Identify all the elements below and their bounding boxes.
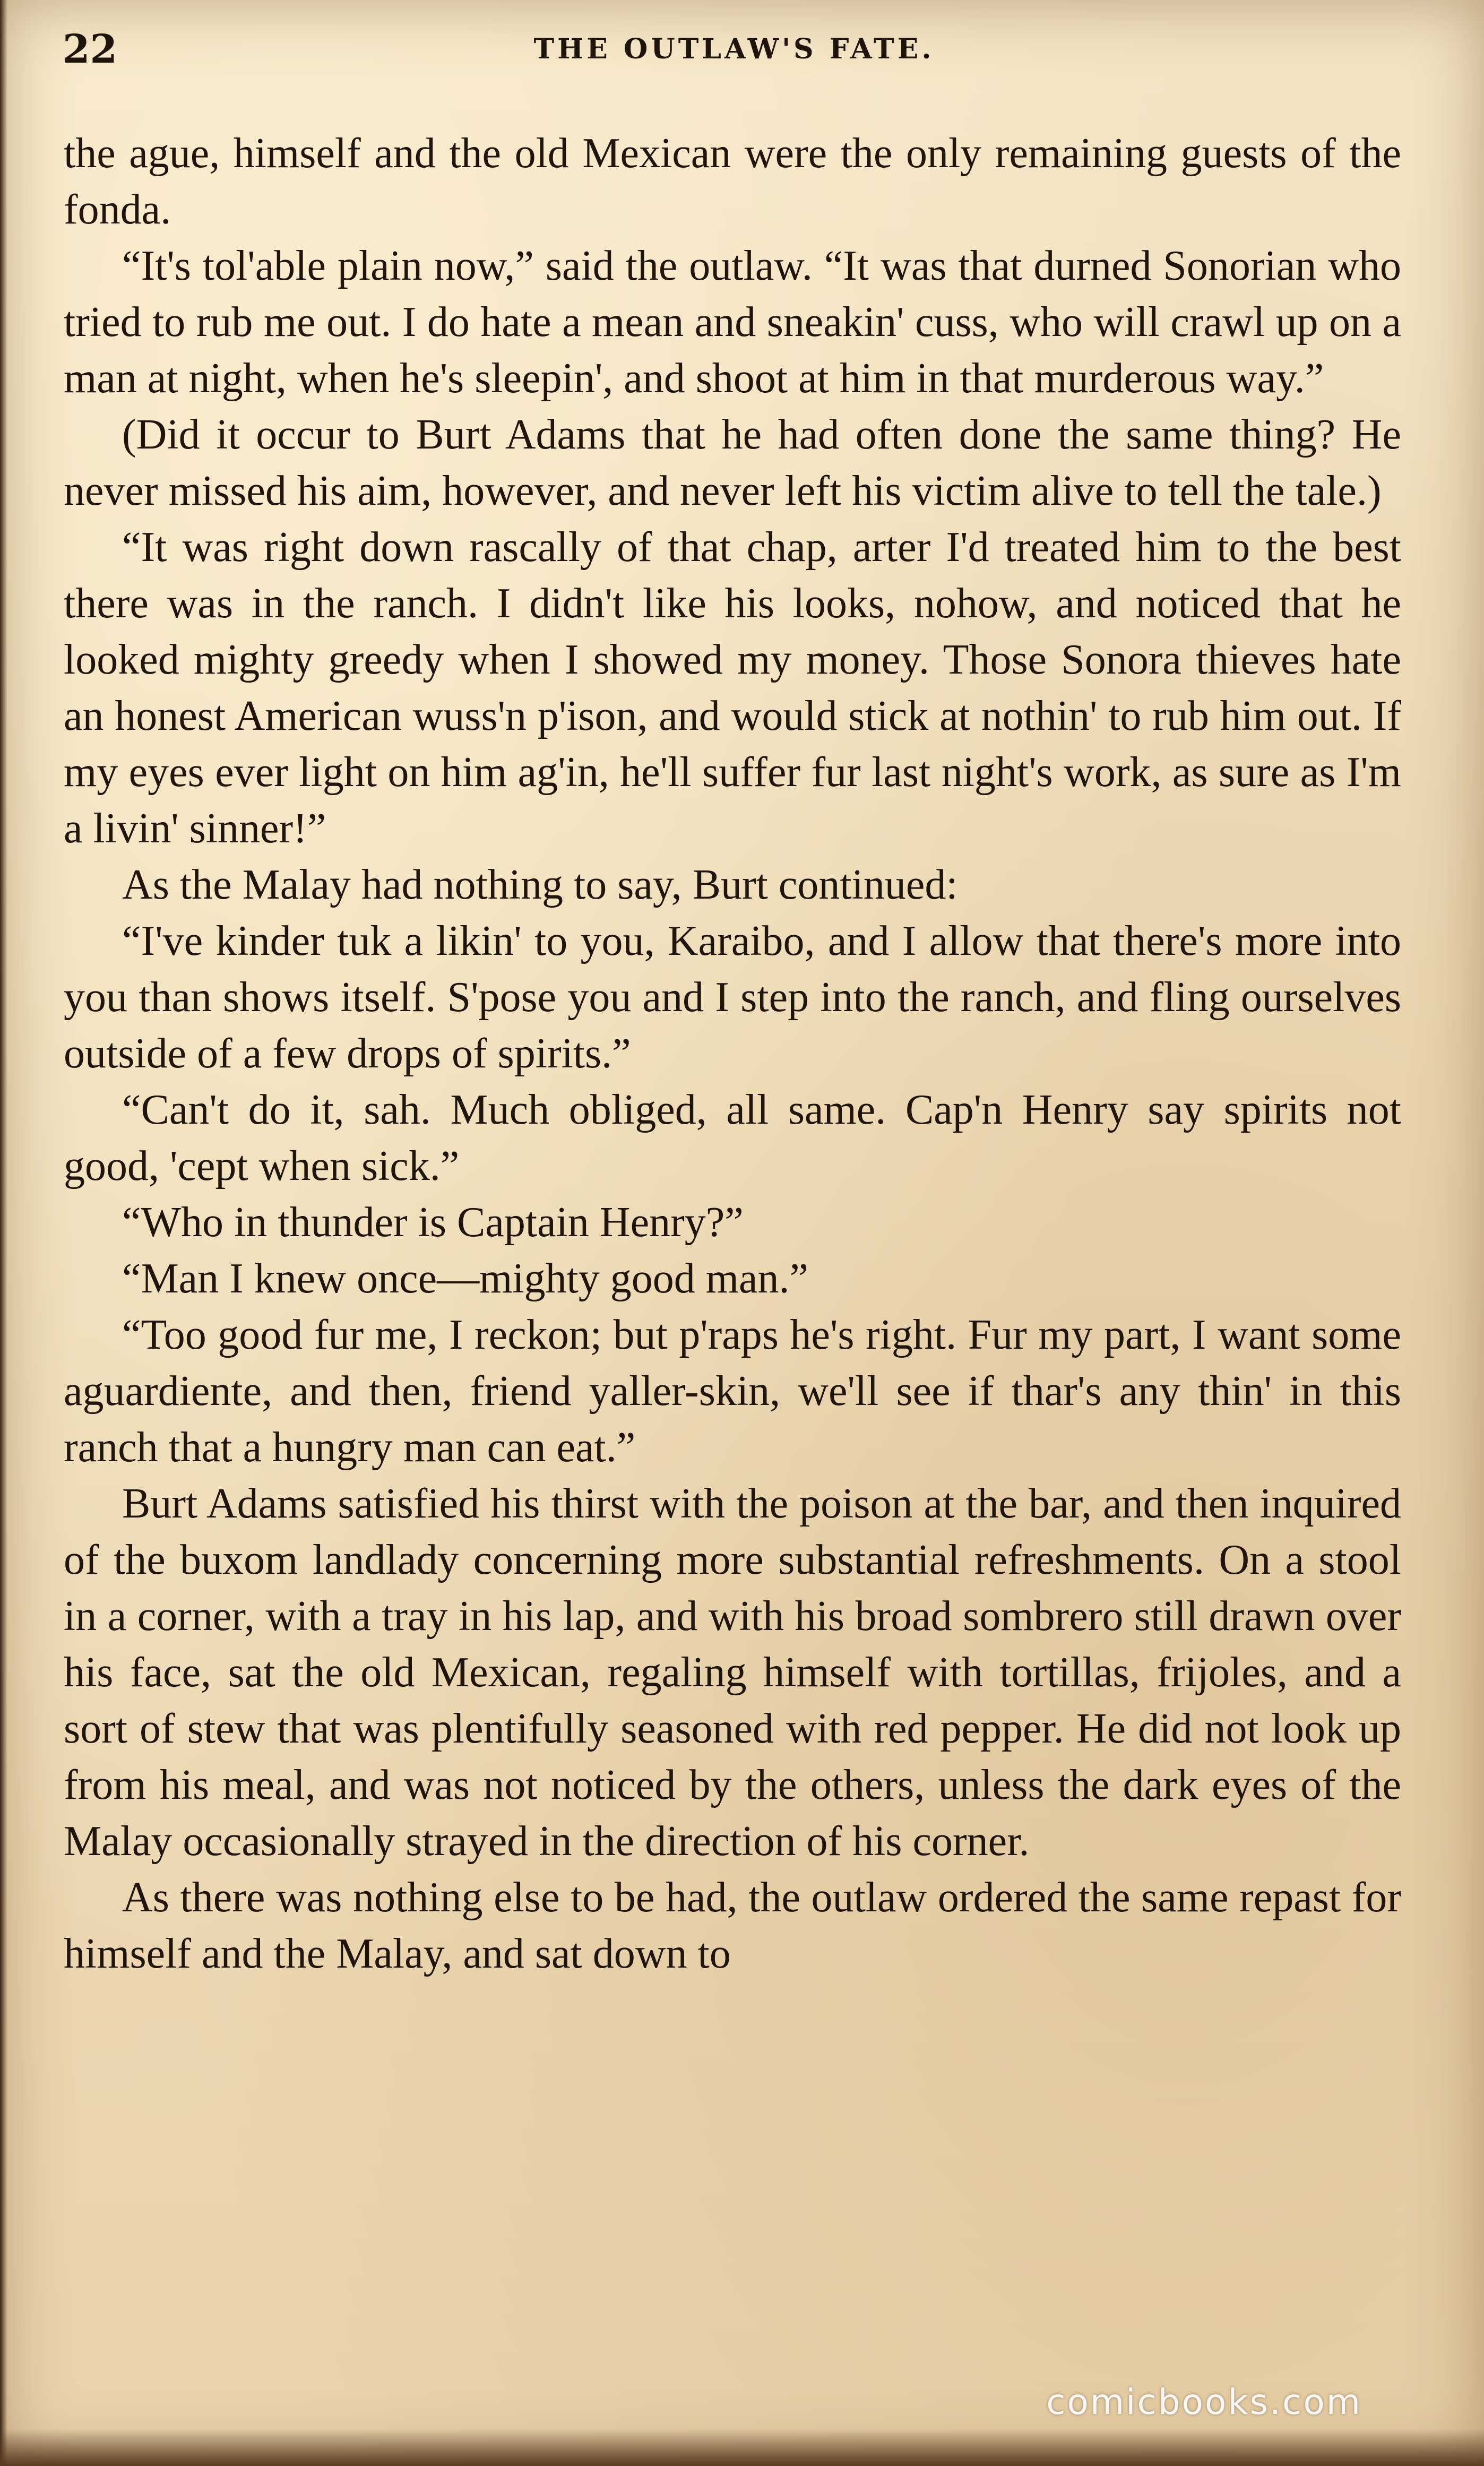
paragraph: the ague, himself and the old Mexican were the only remaining guests of the fonda. [64, 130, 1401, 233]
paragraph: “Can't do it, sah. Much obliged, all same. Cap'n Henry say spirits not good, 'cept when sick.” [64, 1087, 1401, 1189]
header-title: THE OUTLAW'S FATE. [533, 33, 935, 65]
paragraph: “Too good fur me, I reckon; but p'raps he's right. Fur my part, I want some aguardiente, and then, friend yaller-skin, we'll see if thar's any thin' in this ranch that a hungry man can eat.” [64, 1312, 1401, 1471]
paragraph: “It was right down rascally of that chap, arter I'd treated him to the best there was in the ranch. I didn't like his looks, nohow, and noticed that he looked mighty greedy when I showed my money. Those Sonora thieves hate an honest American wuss'n p'ison, and would stick at nothin' to rub him out. If my eyes ever light on him ag'in, he'll suffer fur last night's work, as sure as I'm a livin' sinner!” [64, 524, 1401, 852]
site-watermark: comicbooks.com [1046, 2382, 1362, 2422]
paragraph: “I've kinder tuk a likin' to you, Karaibo, and I allow that there's more into you than shows itself. S'pose you and I step into the ranch, and fling ourselves outside of a few drops of spirits.” [64, 918, 1401, 1077]
body-text [64, 125, 1401, 1982]
page-number: 22 [63, 27, 117, 72]
running-head [63, 27, 1405, 85]
paragraph: As there was nothing else to be had, the outlaw ordered the same repast for himself and the Malay, and sat down to [64, 1874, 1401, 1977]
paragraph: “Man I knew once—mighty good man.” [122, 1255, 809, 1302]
paragraph: (Did it occur to Burt Adams that he had often done the same thing? He never missed his aim, however, and never left his victim alive to tell the tale.) [64, 411, 1401, 514]
paragraph: “Who in thunder is Captain Henry?” [122, 1199, 744, 1246]
page-bottom-shadow [0, 2429, 1484, 2466]
paragraph: “It's tol'able plain now,” said the outlaw. “It was that durned Sonorian who tried to rub me out. I do hate a mean and sneakin' cuss, who will crawl up on a man at night, when he's sleepin', and shoot at him in that murderous way.” [64, 243, 1401, 402]
page-edge-shadow [0, 0, 7, 2466]
paragraph: As the Malay had nothing to say, Burt continued: [122, 861, 958, 908]
paragraph: Burt Adams satisfied his thirst with the poison at the bar, and then inquired of the buxom landlady concerning more substantial refreshments. On a stool in a corner, with a tray in his lap, and with his broad sombrero still drawn over his face, sat the old Mexican, regaling himself with tortillas, frijoles, and a sort of stew that was plentifully seasoned with red pepper. He did not look up from his meal, and was not noticed by the others, unless the dark eyes of the Malay occasionally strayed in the direction of his corner. [64, 1480, 1401, 1865]
